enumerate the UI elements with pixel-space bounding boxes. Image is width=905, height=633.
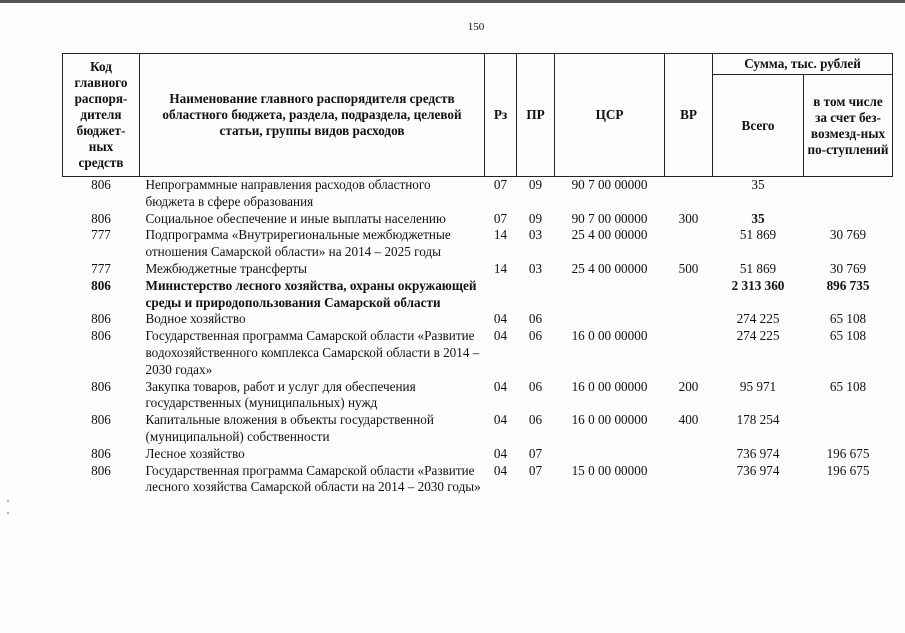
cell-code: 806 [91, 277, 111, 293]
table-row [63, 446, 893, 463]
cell-vr [665, 328, 713, 378]
cell-name: Межбюджетные трансферты [145, 260, 307, 276]
table-row [63, 379, 893, 413]
cell-rz: 04 [493, 445, 508, 461]
cell-grants: 65 108 [829, 378, 867, 394]
cell-grants: 65 108 [829, 328, 867, 344]
cell-code: 806 [91, 311, 111, 327]
cell-total: 51 869 [739, 260, 777, 276]
table-row [63, 177, 893, 211]
cell-vr [665, 446, 713, 463]
cell-name: Государственная программа Самарской области «Развитие водохозяйственного комплекса Самарской области в 2014 – 2030 годах» [145, 328, 480, 377]
cell-vr [665, 227, 713, 261]
cell-pr: 03 [528, 227, 543, 243]
cell-name: Министерство лесного хозяйства, охраны окружающей среды и природопользования Самарской области [145, 277, 477, 310]
cell-total: 274 225 [736, 328, 780, 344]
cell-code: 777 [91, 227, 111, 243]
cell-rz [485, 278, 517, 312]
cell-total: 736 974 [736, 445, 780, 461]
cell-code: 806 [91, 378, 111, 394]
cell-csr [555, 446, 665, 463]
cell-code: 777 [91, 260, 111, 276]
header-rz: Рз [485, 54, 517, 177]
header-code: Код главного распоря-дителя бюджет-ных средств [63, 54, 140, 177]
cell-pr: 09 [528, 177, 543, 192]
cell-code: 806 [91, 177, 111, 192]
table-row [63, 463, 893, 497]
cell-rz: 14 [493, 260, 508, 276]
cell-csr: 15 0 00 00000 [571, 462, 648, 478]
cell-vr [665, 278, 713, 312]
cell-pr: 06 [528, 311, 543, 327]
cell-total: 51 869 [739, 227, 777, 243]
cell-name: Капитальные вложения в объекты государственной (муниципальной) собственности [145, 412, 434, 444]
cell-total: 2 313 360 [731, 277, 785, 293]
cell-vr [665, 311, 713, 328]
cell-grants: 30 769 [829, 260, 867, 276]
cell-name: Лесное хозяйство [145, 445, 245, 461]
cell-name: Социальное обеспечение и иные выплаты населению [145, 210, 446, 226]
scan-speck [7, 512, 9, 514]
header-grants: в том числе за счет без-возмезд-ных по-ступлений [804, 75, 893, 177]
cell-csr: 16 0 00 00000 [571, 412, 648, 428]
header-name: Наименование главного распорядителя средств областного бюджета, раздела, подраздела, целевой статьи, группы видов расходов [140, 54, 485, 177]
header-vr: ВР [665, 54, 713, 177]
budget-table [62, 53, 893, 496]
cell-grants: 30 769 [829, 227, 867, 243]
cell-rz: 04 [493, 311, 508, 327]
cell-csr: 90 7 00 00000 [571, 177, 648, 192]
cell-grants: 196 675 [826, 445, 870, 461]
cell-vr: 500 [678, 260, 699, 276]
cell-grants [804, 211, 893, 228]
cell-pr: 06 [528, 412, 543, 428]
cell-code: 806 [91, 412, 111, 428]
cell-pr [517, 278, 555, 312]
cell-rz: 04 [493, 378, 508, 394]
cell-total: 178 254 [736, 412, 780, 428]
cell-rz: 07 [493, 210, 508, 226]
cell-name: Подпрограмма «Внутрирегиональные межбюджетные отношения Самарской области» на 2014 – 2025 годы [145, 227, 451, 260]
cell-grants: 196 675 [826, 462, 870, 478]
cell-grants: 65 108 [829, 311, 867, 327]
cell-rz: 04 [493, 412, 508, 428]
cell-csr: 16 0 00 00000 [571, 328, 648, 344]
cell-grants [804, 177, 893, 211]
cell-pr: 07 [528, 445, 543, 461]
cell-rz: 04 [493, 328, 508, 344]
table-row [63, 211, 893, 228]
cell-rz: 07 [493, 177, 508, 192]
cell-csr: 16 0 00 00000 [571, 378, 648, 394]
cell-vr: 300 [678, 210, 699, 226]
header-csr: ЦСР [555, 54, 665, 177]
table-row [63, 261, 893, 278]
cell-name: Государственная программа Самарской области «Развитие лесного хозяйства Самарской области на 2014 – 2030 годы» [145, 462, 481, 495]
cell-csr [555, 278, 665, 312]
cell-vr: 200 [678, 378, 699, 394]
cell-total: 274 225 [736, 311, 780, 327]
cell-code: 806 [91, 462, 111, 478]
cell-name: Закупка товаров, работ и услуг для обеспечения государственных (муниципальных) нужд [145, 378, 416, 411]
header-sum: Сумма, тыс. рублей [713, 54, 893, 75]
cell-code: 806 [91, 210, 111, 226]
table-row [63, 412, 893, 446]
cell-name: Непрограммные направления расходов областного бюджета в сфере образования [145, 177, 431, 209]
cell-csr: 25 4 00 00000 [571, 227, 648, 243]
cell-vr [665, 463, 713, 497]
cell-vr: 400 [678, 412, 699, 428]
cell-code: 806 [91, 328, 111, 344]
cell-rz: 14 [493, 227, 508, 243]
cell-total: 35 [751, 210, 765, 226]
table-row [63, 311, 893, 328]
cell-total: 35 [751, 177, 765, 192]
cell-pr: 03 [528, 260, 543, 276]
scan-top-edge [0, 0, 905, 3]
cell-rz: 04 [493, 462, 508, 478]
cell-total: 736 974 [736, 462, 780, 478]
cell-total: 95 971 [739, 378, 777, 394]
cell-csr: 25 4 00 00000 [571, 260, 648, 276]
header-pr: ПР [517, 54, 555, 177]
table-row [63, 278, 893, 312]
cell-grants [804, 412, 893, 446]
cell-vr [665, 177, 713, 211]
cell-grants: 896 735 [826, 277, 870, 293]
cell-name: Водное хозяйство [145, 311, 246, 327]
cell-pr: 06 [528, 378, 543, 394]
cell-csr: 90 7 00 00000 [571, 210, 648, 226]
cell-csr [555, 311, 665, 328]
cell-pr: 07 [528, 462, 543, 478]
table-row [63, 328, 893, 378]
table-row [63, 227, 893, 261]
cell-pr: 09 [528, 210, 543, 226]
cell-pr: 06 [528, 328, 543, 344]
scan-speck [7, 500, 9, 502]
table-body [63, 177, 893, 497]
page-number: 150 [467, 21, 485, 33]
header-total: Всего [713, 75, 804, 177]
cell-code: 806 [91, 445, 111, 461]
